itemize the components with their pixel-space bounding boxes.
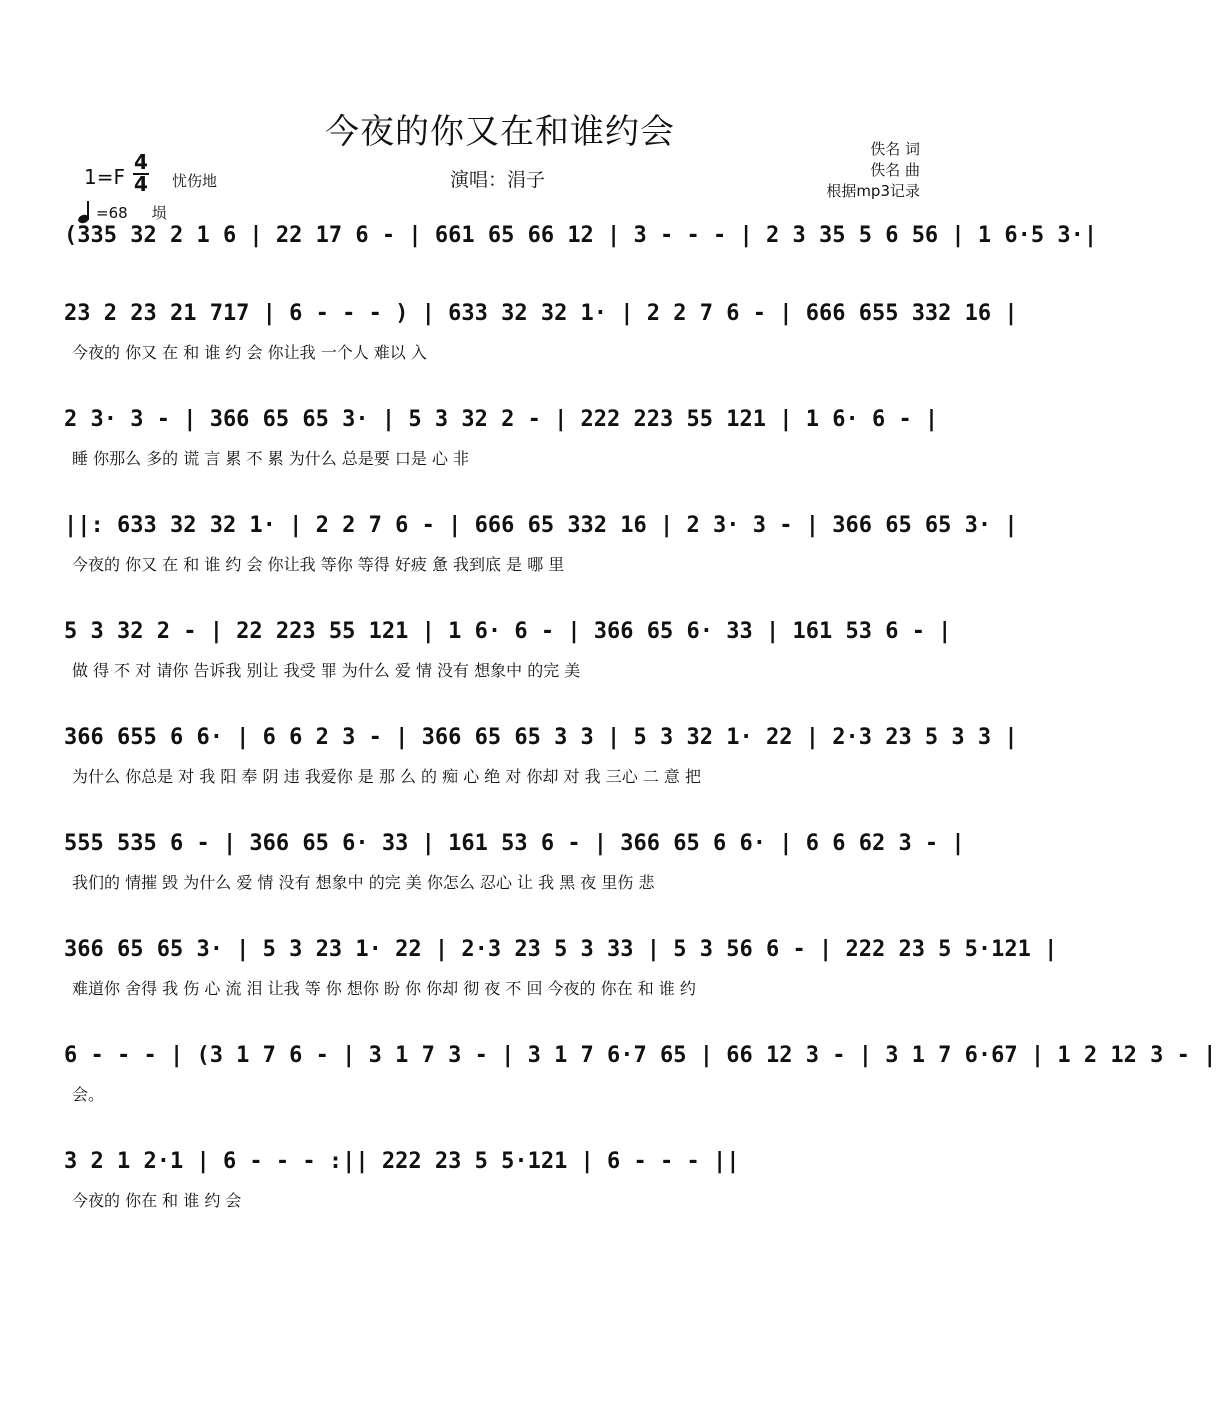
score-line-2-lyrics: 今夜的 你又 在 和 谁 约 会 你让我 一个人 难以 入: [72, 343, 427, 362]
score-line-7-notes: 555 535 6 - | 366 65 6· 33 | 161 53 6 - | 366 65 6 6· | 6 6 62 3 - |: [64, 831, 965, 856]
score-line-4-lyrics: 今夜的 你又 在 和 谁 约 会 你让我 等你 等得 好疲 惫 我到底 是 哪 里: [72, 555, 565, 574]
score-line-8-notes: 366 65 65 3· | 5 3 23 1· 22 | 2·3 23 5 3 33 | 5 3 56 6 - | 222 23 5 5·121 |: [64, 937, 1058, 962]
instrument-label: 埙: [151, 204, 167, 222]
score-line-10-lyrics: 今夜的 你在 和 谁 约 会: [72, 1191, 242, 1210]
tempo-marking: [78, 201, 167, 223]
score-line-5-notes: 5 3 32 2 - | 22 223 55 121 | 1 6· 6 - | 366 65 6· 33 | 161 53 6 - |: [64, 619, 952, 644]
time-signature: [133, 150, 149, 196]
score-line-6-notes: 366 655 6 6· | 6 6 2 3 - | 366 65 65 3 3 | 5 3 32 1· 22 | 2·3 23 5 3 3 |: [64, 725, 1018, 750]
singer-credit: 演唱：涓子: [450, 169, 546, 191]
score-line-7-lyrics: 我们的 情摧 毁 为什么 爱 情 没有 想象中 的完 美 你怎么 忍心 让 我 黑 夜 里伤 悲: [72, 873, 655, 892]
time-signature-top: 4: [134, 150, 148, 174]
quarter-note-icon: [78, 201, 92, 223]
score-line-3-notes: 2 3· 3 - | 366 65 65 3· | 5 3 32 2 - | 222 223 55 121 | 1 6· 6 - |: [64, 407, 939, 432]
mood-marking: 忧伤地: [172, 172, 218, 190]
lyricist-credit: 佚名 词: [870, 140, 920, 158]
score-line-5-lyrics: 做 得 不 对 请你 告诉我 别让 我受 罪 为什么 爱 情 没有 想象中 的完 美: [72, 661, 581, 680]
score-line-4-notes: ||: 633 32 32 1· | 2 2 7 6 - | 666 65 332 16 | 2 3· 3 - | 366 65 65 3· |: [64, 513, 1018, 538]
score-line-1-notes: (335 32 2 1 6 | 22 17 6 - | 661 65 66 12 | 3 - - - | 2 3 35 5 6 56 | 1 6·5 3·|: [64, 223, 1098, 248]
source-credit: 根据mp3记录: [826, 182, 920, 200]
score-line-2-notes: 23 2 23 21 717 | 6 - - - ) | 633 32 32 1· | 2 2 7 6 - | 666 655 332 16 |: [64, 301, 1018, 326]
score-line-8-lyrics: 难道你 舍得 我 伤 心 流 泪 让我 等 你 想你 盼 你 你却 彻 夜 不 回 今夜的 你在 和 谁 约: [72, 979, 696, 998]
song-title: 今夜的你又在和谁约会: [325, 112, 675, 152]
score-line-10-notes: 3 2 1 2·1 | 6 - - - :|| 222 23 5 5·121 | 6 - - - ||: [64, 1149, 740, 1174]
score-line-9-notes: 6 - - - | (3 1 7 6 - | 3 1 7 3 - | 3 1 7 6·7 65 | 66 12 3 - | 3 1 7 6·67 | 1 2 12 3 - |: [64, 1043, 1216, 1068]
score-line-9-lyrics: 会。: [72, 1085, 105, 1104]
time-signature-bottom: 4: [134, 172, 148, 196]
key-signature: 1=F: [84, 165, 125, 189]
score-line-3-lyrics: 睡 你那么 多的 谎 言 累 不 累 为什么 总是要 口是 心 非: [72, 449, 470, 468]
tempo-value: =68: [96, 204, 128, 222]
composer-credit: 佚名 曲: [870, 161, 920, 179]
score-line-6-lyrics: 为什么 你总是 对 我 阳 奉 阴 违 我爱你 是 那 么 的 痴 心 绝 对 你却 对 我 三心 二 意 把: [72, 767, 701, 786]
